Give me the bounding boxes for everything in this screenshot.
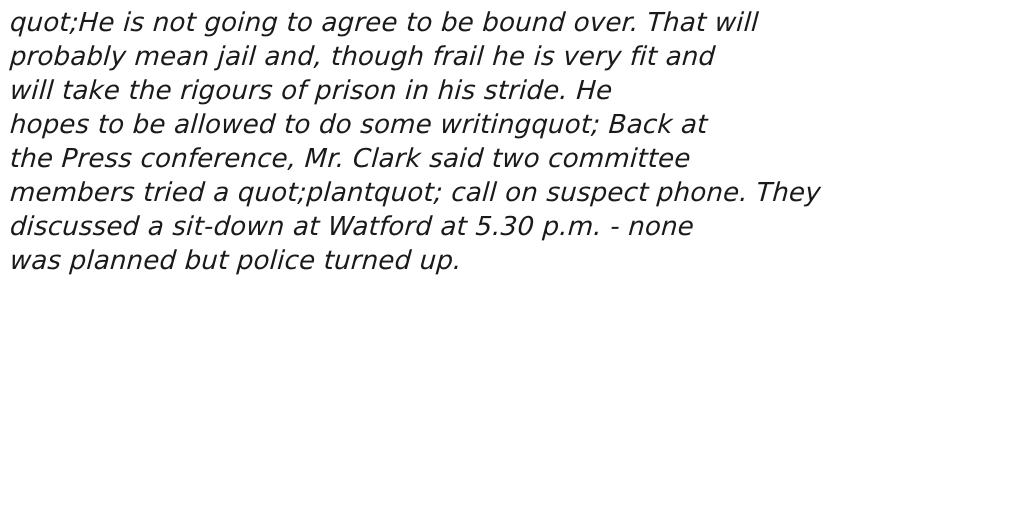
handwritten-line-3: will take the rigours of prison in his stride. He — [8, 76, 614, 106]
handwritten-text-block — [10, 6, 1010, 278]
handwritten-line-6: members tried a quot;plantquot; call on suspect phone. They — [8, 178, 822, 208]
handwritten-line-7: discussed a sit-down at Watford at 5.30 p.m. - none — [8, 212, 696, 242]
handwritten-line-2: probably mean jail and, though frail he is very fit and — [8, 42, 717, 72]
handwritten-line-1: quot;He is not going to agree to be bound over. That will — [8, 8, 760, 38]
handwritten-line-8: was planned but police turned up. — [8, 246, 463, 276]
handwritten-line-5: the Press conference, Mr. Clark said two committee — [8, 144, 692, 174]
handwritten-line-4: hopes to be allowed to do some writingquot; Back at — [8, 110, 709, 140]
